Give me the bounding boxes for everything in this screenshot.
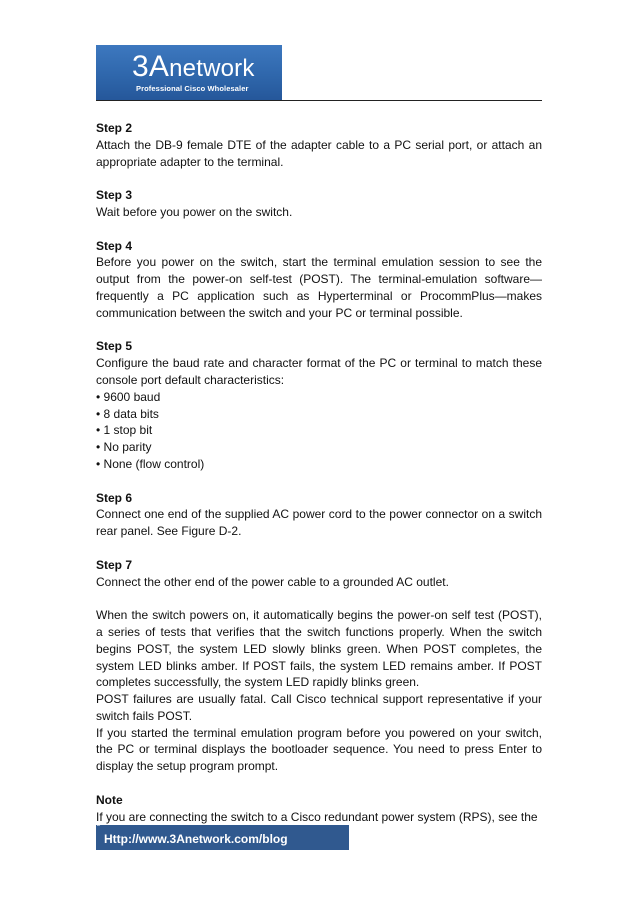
list-item: • 9600 baud <box>96 389 161 404</box>
step4-heading: Step 4 <box>96 238 133 253</box>
step2-heading: Step 2 <box>96 121 133 135</box>
step2-text: Attach the DB-9 female DTE of the adapter cable to a PC serial port, or attach an appropriate adapter to the terminal. <box>96 137 542 169</box>
list-item: • No parity <box>96 440 152 455</box>
step5-text: Configure the baud rate and character format of the PC or terminal to match these console port default characteristics: <box>96 356 542 387</box>
footer-url-link[interactable]: Http://www.3Anetwork.com/blog <box>104 832 288 846</box>
step5-heading: Step 5 <box>96 339 133 354</box>
step4-text: Before you power on the switch, start the terminal emulation session to see the output from the power-on self-test (POST). The terminal-emulation software—frequently a PC application such as Hyperterminal or ProcommPlus—makes communication between the switch and your PC or terminal possible. <box>96 255 542 320</box>
logo-wordmark <box>132 52 255 82</box>
logo-wordmark-3a: 3A <box>132 50 170 83</box>
company-logo <box>96 45 282 100</box>
step3-heading: Step 3 <box>96 188 133 203</box>
bootloader-paragraph: If you started the terminal emulation program before you powered on your switch, the PC or terminal displays the bootloader sequence. You need to press Enter to display the setup program prompt. <box>96 725 542 774</box>
step3-text: Wait before you power on the switch. <box>96 204 293 219</box>
header-divider <box>96 100 542 101</box>
step7-text: Connect the other end of the power cable to a grounded AC outlet. <box>96 574 449 589</box>
step6-text: Connect one end of the supplied AC power cord to the power connector on a switch rear panel. See Figure D-2. <box>96 507 542 539</box>
logo-tagline: Professional Cisco Wholesaler <box>136 84 249 93</box>
step7-heading: Step 7 <box>96 557 133 572</box>
post-failure-paragraph: POST failures are usually fatal. Call Cisco technical support representative if your switch fails POST. <box>96 692 542 723</box>
footer-url-banner[interactable] <box>96 825 349 850</box>
list-item: • None (flow control) <box>96 456 205 471</box>
page-number: 2 <box>97 822 101 828</box>
document-body <box>96 120 542 825</box>
step6-heading: Step 6 <box>96 490 133 505</box>
post-paragraph: When the switch powers on, it automatically begins the power-on self test (POST), a series of tests that verifies that the switch functions properly. When the switch begins POST, the system LED slowly blinks green. When POST completes, the system LED blinks amber. If POST fails, the system LED remains amber. If POST completes successfully, the system LED rapidly blinks green. <box>96 608 542 690</box>
note-text: If you are connecting the switch to a Cisco redundant power system (RPS), see the <box>96 809 538 824</box>
list-item: • 8 data bits <box>96 406 159 421</box>
console-settings-list <box>96 389 542 473</box>
list-item: • 1 stop bit <box>96 423 153 438</box>
logo-wordmark-network: network <box>169 55 255 82</box>
note-heading: Note <box>96 792 123 807</box>
